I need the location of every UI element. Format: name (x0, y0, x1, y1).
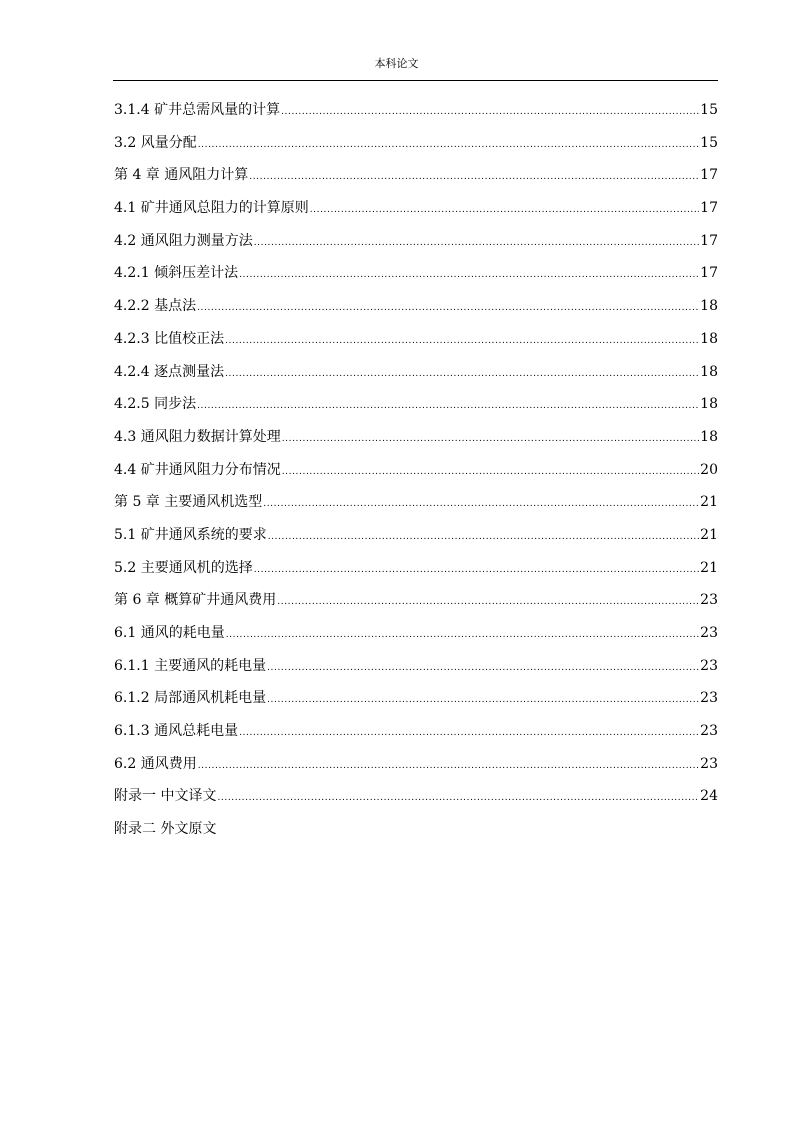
toc-dot-leader (249, 165, 699, 189)
toc-dot-leader (267, 688, 699, 712)
toc-dot-leader (225, 329, 699, 353)
toc-entry[interactable] (114, 719, 718, 752)
toc-entry-page-number: 18 (700, 396, 718, 413)
toc-dot-leader (225, 362, 699, 386)
toc-entry[interactable] (114, 654, 718, 687)
toc-dot-leader (277, 590, 699, 614)
toc-dot-leader (254, 231, 699, 255)
toc-dot-leader (268, 525, 699, 549)
toc-dot-leader (263, 492, 699, 516)
toc-entry[interactable] (114, 458, 718, 491)
toc-entry[interactable] (114, 556, 718, 589)
toc-entry-page-number: 21 (700, 494, 718, 511)
toc-entry[interactable] (114, 817, 718, 850)
toc-dot-leader (198, 754, 699, 778)
toc-entry-label: 4.2 通风阻力测量方法 (114, 232, 253, 249)
toc-dot-leader (198, 133, 699, 157)
toc-entry-page-number: 23 (700, 755, 718, 772)
toc-entry-page-number: 15 (700, 134, 718, 151)
toc-entry[interactable] (114, 588, 718, 621)
toc-entry[interactable] (114, 327, 718, 360)
page-header: 本科论文 (374, 57, 419, 70)
toc-entry-label: 4.3 通风阻力数据计算处理 (114, 428, 281, 445)
toc-entry-label: 第 5 章 主要通风机选型 (114, 494, 263, 511)
toc-entry-page-number: 18 (700, 298, 718, 315)
toc-dot-leader (282, 460, 699, 484)
toc-entry[interactable] (114, 490, 718, 523)
toc-dot-leader (267, 656, 699, 680)
toc-dot-leader (282, 427, 699, 451)
toc-entry-page-number: 17 (700, 200, 718, 217)
toc-dot-leader (310, 198, 699, 222)
toc-entry[interactable] (114, 196, 718, 229)
toc-entry-label: 第 4 章 通风阻力计算 (114, 167, 249, 184)
toc-entry-label: 5.1 矿井通风系统的要求 (114, 526, 267, 543)
toc-entry[interactable] (114, 360, 718, 393)
toc-entry-page-number: 17 (700, 232, 718, 249)
toc-entry-label: 5.2 主要通风机的选择 (114, 559, 253, 576)
toc-dot-leader (254, 558, 699, 582)
toc-entry-page-number: 17 (700, 167, 718, 184)
toc-entry-label: 4.2.4 逐点测量法 (114, 363, 225, 380)
toc-dot-leader (217, 786, 699, 810)
toc-entry-label: 4.2.1 倾斜压差计法 (114, 265, 239, 282)
toc-entry[interactable] (114, 163, 718, 196)
toc-entry-label: 4.2.2 基点法 (114, 298, 197, 315)
toc-entry[interactable] (114, 425, 718, 458)
toc-entry[interactable] (114, 392, 718, 425)
toc-entry-page-number: 20 (700, 461, 718, 478)
toc-entry-label: 4.4 矿井通风阻力分布情况 (114, 461, 281, 478)
toc-entry-page-number: 18 (700, 428, 718, 445)
header-rule (113, 80, 718, 81)
toc-entry-label: 第 6 章 概算矿井通风费用 (114, 592, 277, 609)
toc-dot-leader (281, 100, 699, 124)
toc-entry-page-number: 15 (700, 102, 718, 118)
toc-dot-leader (239, 263, 699, 287)
toc-entry-page-number: 23 (700, 723, 718, 740)
toc-entry-label: 3.2 风量分配 (114, 134, 197, 151)
toc-entry[interactable] (114, 131, 718, 164)
toc-entry-label: 3.1.4 矿井总需风量的计算 (114, 102, 281, 118)
toc-dot-leader (197, 296, 699, 320)
toc-entry-page-number: 18 (700, 363, 718, 380)
toc-entry-page-number: 17 (700, 265, 718, 282)
toc-entry[interactable] (114, 752, 718, 785)
toc-entry[interactable] (114, 229, 718, 262)
toc-entry[interactable] (114, 523, 718, 556)
toc-entry[interactable] (114, 294, 718, 327)
toc-entry-label: 6.1.3 通风总耗电量 (114, 723, 239, 740)
toc-entry-page-number: 18 (700, 330, 718, 347)
toc-entry-label: 6.1 通风的耗电量 (114, 625, 225, 641)
toc-entry-label: 4.1 矿井通风总阻力的计算原则 (114, 200, 309, 217)
toc-entry[interactable] (114, 98, 718, 131)
toc-entry[interactable] (114, 261, 718, 294)
toc-entry[interactable] (114, 784, 718, 817)
table-of-contents (114, 98, 718, 850)
toc-entry-label: 6.1.2 局部通风机耗电量 (114, 690, 267, 707)
toc-entry-page-number: 24 (700, 788, 718, 805)
toc-entry-page-number: 21 (700, 559, 718, 576)
toc-dot-leader (239, 721, 699, 745)
toc-entry-label: 6.2 通风费用 (114, 755, 197, 772)
toc-entry-page-number: 23 (700, 657, 718, 674)
toc-entry-page-number: 21 (700, 526, 718, 543)
toc-entry[interactable] (114, 621, 718, 654)
toc-entry[interactable] (114, 686, 718, 719)
toc-entry-label: 附录一 中文译文 (114, 788, 217, 805)
toc-entry-label: 4.2.3 比值校正法 (114, 330, 225, 347)
toc-entry-label: 附录二 外文原文 (114, 821, 217, 838)
toc-entry-label: 4.2.5 同步法 (114, 396, 197, 413)
toc-dot-leader (197, 394, 699, 418)
toc-dot-leader (226, 623, 699, 647)
toc-entry-page-number: 23 (700, 625, 718, 641)
toc-entry-page-number: 23 (700, 592, 718, 609)
toc-entry-page-number: 23 (700, 690, 718, 707)
toc-entry-label: 6.1.1 主要通风的耗电量 (114, 657, 267, 674)
